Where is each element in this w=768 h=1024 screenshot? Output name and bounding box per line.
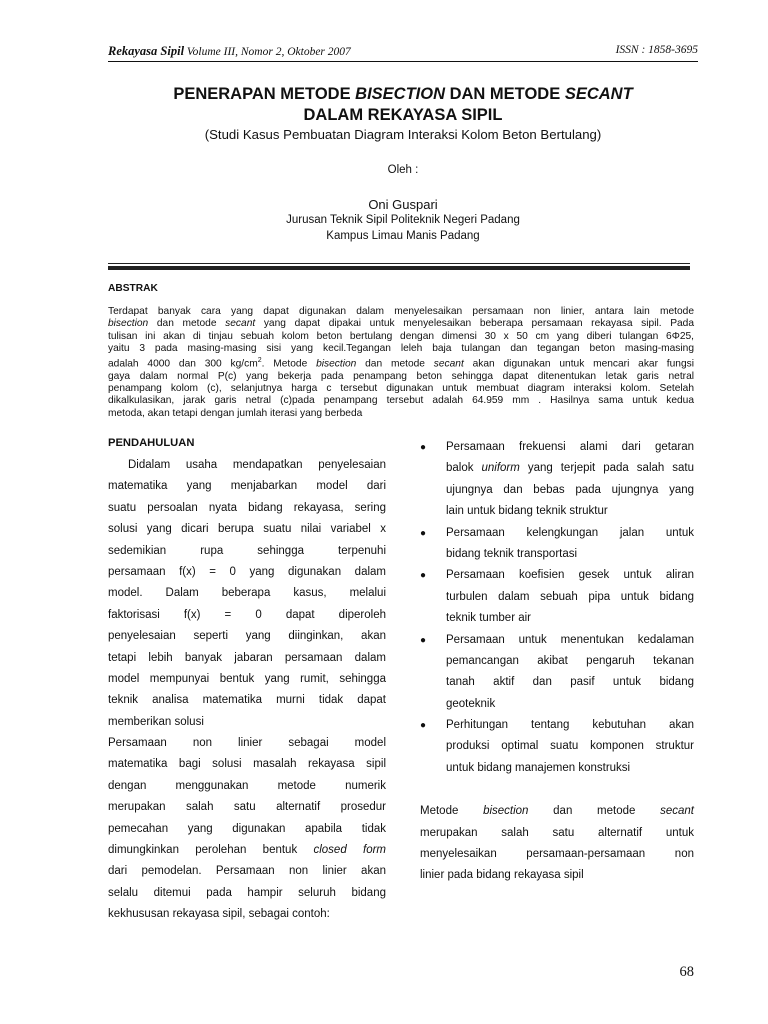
- bullet-line: geoteknik: [446, 697, 496, 710]
- paragraph-line: dengan menggunakan metode numerik: [108, 779, 386, 792]
- paragraph-line: teknik analisa matematika murni tidak dapat: [108, 694, 386, 707]
- bullet-line: turbulen dalam sebuah pipa untuk bidang: [446, 590, 694, 603]
- section-rule-thin: [108, 263, 690, 264]
- bullet-line: pemancangan akibat pengaruh tekanan: [446, 654, 694, 667]
- paragraph-line: pemecahan yang digunakan apabila tidak: [108, 822, 386, 835]
- bullet-item: [420, 523, 694, 566]
- bullet-line: teknik tumber air: [446, 612, 532, 625]
- methods-paragraph: [420, 801, 694, 887]
- bullet-line: Persamaan untuk menentukan kedalaman: [446, 633, 694, 646]
- paragraph-line: sedemikian rupa sehingga terpenuhi: [108, 544, 386, 557]
- bullet-line: produksi optimal suatu komponen struktur: [446, 740, 694, 753]
- bullet-item: [420, 437, 694, 523]
- bullet-line: balok uniform yang terjepit pada salah satu: [446, 462, 695, 475]
- bullet-line: untuk bidang manajemen konstruksi: [446, 761, 631, 774]
- paragraph-line: Persamaan non linier sebagai model: [108, 737, 386, 750]
- journal-volume-info: Volume III, Nomor 2, Oktober 2007: [186, 46, 351, 58]
- journal-name: Rekayasa Sipil: [108, 44, 185, 58]
- paper-subtitle: (Studi Kasus Pembuatan Diagram Interaksi Kolom Beton Bertulang): [204, 127, 602, 142]
- issn-label: ISSN : 1858-3695: [615, 44, 698, 56]
- bullet-icon: ●: [420, 634, 427, 646]
- paragraph-line: menyelesaikan persamaan-persamaan non: [420, 848, 694, 861]
- abstract-line: yaitu 3 pada masing-masing sisi yang kecil.Tegangan leleh baja tulangan dan tegangan beton masing-masing: [108, 342, 694, 354]
- bullet-line: tanah aktif dan pasif untuk bidang: [446, 676, 694, 689]
- author-affiliation: Jurusan Teknik Sipil Politeknik Negeri Padang: [286, 214, 520, 226]
- paragraph-line: Metode bisection dan metode secant: [420, 805, 694, 818]
- abstract-line: bisection dan metode secant yang dapat dipakai untuk menyelesaikan beberapa persamaan rekayasa sipil. Pada: [108, 318, 694, 330]
- abstract-line: dikalkulasikan, jarak garis netral (c)pada penampang tersebut adalah 64.959 mm . Hasilnya sama untuk kedua: [108, 395, 694, 407]
- bullet-icon: ●: [420, 720, 427, 732]
- paragraph-line: kekhususan rekayasa sipil, sebagai contoh:: [108, 908, 330, 921]
- paragraph-line: persamaan f(x) = 0 yang digunakan dalam: [108, 565, 386, 578]
- section-heading-pendahuluan: PENDAHULUAN: [108, 437, 195, 449]
- abstract-line: gaya dalam normal P(c) yang bekerja pada penampang beton sehingga dapat ditenentukan letak garis netral: [108, 370, 694, 382]
- paragraph-line: linier pada bidang rekayasa sipil: [420, 869, 584, 882]
- intro-paragraph-2: [108, 733, 386, 926]
- bullet-item: [420, 565, 694, 629]
- paragraph-line: tetapi lebih banyak jabaran persamaan dalam: [108, 651, 386, 664]
- running-header: [108, 44, 698, 60]
- paragraph-line: merupakan salah satu alternatif untuk: [420, 826, 694, 839]
- bullet-icon: ●: [420, 527, 427, 539]
- abstract-line: adalah 4000 dan 300 $kg/cm^2$. Metode bisection dan metode secant akan digunakan untuk mencari akar fungsi: [108, 357, 694, 370]
- paragraph-line: suatu persoalan nyata bidang rekayasa, sering: [108, 501, 386, 514]
- paragraph-line: solusi yang dicari berupa suatu nilai variabel x: [108, 523, 386, 536]
- page-number: 68: [679, 964, 694, 980]
- bullet-icon: ●: [420, 570, 427, 582]
- bullet-line: Persamaan koefisien gesek untuk aliran: [446, 569, 694, 582]
- paragraph-line: memberikan solusi: [108, 715, 204, 728]
- paragraph-line: merupakan salah satu alternatif prosedur: [108, 801, 386, 814]
- paper-title-line-1: PENERAPAN METODE BISECTION DAN METODE SECANT: [173, 85, 633, 103]
- paragraph-line: model mempunyai bentuk yang rumit, sehingga: [108, 672, 386, 685]
- bullet-item: [420, 630, 694, 716]
- bullet-line: Persamaan kelengkungan jalan untuk: [446, 526, 694, 539]
- abstract-line: penampang kolom (c), selanjutnya harga c tersebut digunakan untuk membuat diagram interaksi kolom. Setelah: [108, 383, 694, 395]
- bullet-line: Persamaan frekuensi alami dari getaran: [446, 441, 694, 453]
- paragraph-line: faktorisasi f(x) = 0 dapat diperoleh: [108, 608, 386, 621]
- author-campus: Kampus Limau Manis Padang: [326, 230, 480, 242]
- abstract-text: [108, 306, 694, 420]
- header-rule: [108, 61, 698, 62]
- paper-title-line-2: DALAM REKAYASA SIPIL: [303, 106, 503, 124]
- bullet-line: bidang teknik transportasi: [446, 547, 578, 560]
- paragraph-line: model. Dalam beberapa kasus, melalui: [108, 587, 386, 600]
- abstract-heading: ABSTRAK: [108, 283, 158, 294]
- byline-label: Oleh :: [387, 164, 419, 176]
- abstract-line: tulisan ini akan di tinjau sebuah kolom beton bertulang dengan dimensi 30 x 50 cm yang diberi tulangan 6Φ25,: [108, 330, 694, 342]
- paragraph-line: dari pemodelan. Persamaan non linier akan: [108, 865, 386, 878]
- paragraph-line: matematika yang menjabarkan model dari: [108, 480, 386, 493]
- author-name: Oni Guspari: [368, 197, 438, 212]
- paragraph-line: Didalam usaha mendapatkan penyelesaian: [128, 459, 386, 471]
- abstract-line: Terdapat banyak cara yang dapat digunakan dalam menyelesaikan persamaan non linier, antara lain metode: [108, 306, 694, 317]
- paragraph-line: penyelesaian seperti yang diinginkan, akan: [108, 630, 386, 643]
- bullet-line: lain untuk bidang teknik struktur: [446, 505, 608, 518]
- bullet-icon: ●: [420, 442, 427, 453]
- paragraph-line: selalu ditemui pada hampir seluruh bidang: [108, 886, 386, 899]
- bullet-line: ujungnya dan bebas pada ujungnya yang: [446, 483, 694, 496]
- left-column: [108, 437, 386, 926]
- bullet-item: [420, 715, 694, 779]
- intro-paragraph-1: [108, 455, 386, 733]
- abstract-line: metoda, akan tetapi dengan jumlah iterasi yang berbeda: [108, 407, 363, 419]
- paragraph-line: dimungkinkan perolehan bentuk closed form: [108, 844, 387, 857]
- bullet-line: Perhitungan tentang kebutuhan akan: [446, 719, 694, 732]
- paragraph-line: matematika bagi solusi masalah rekayasa sipil: [108, 758, 386, 771]
- right-column: [420, 437, 694, 887]
- section-rule-thick: [108, 266, 690, 270]
